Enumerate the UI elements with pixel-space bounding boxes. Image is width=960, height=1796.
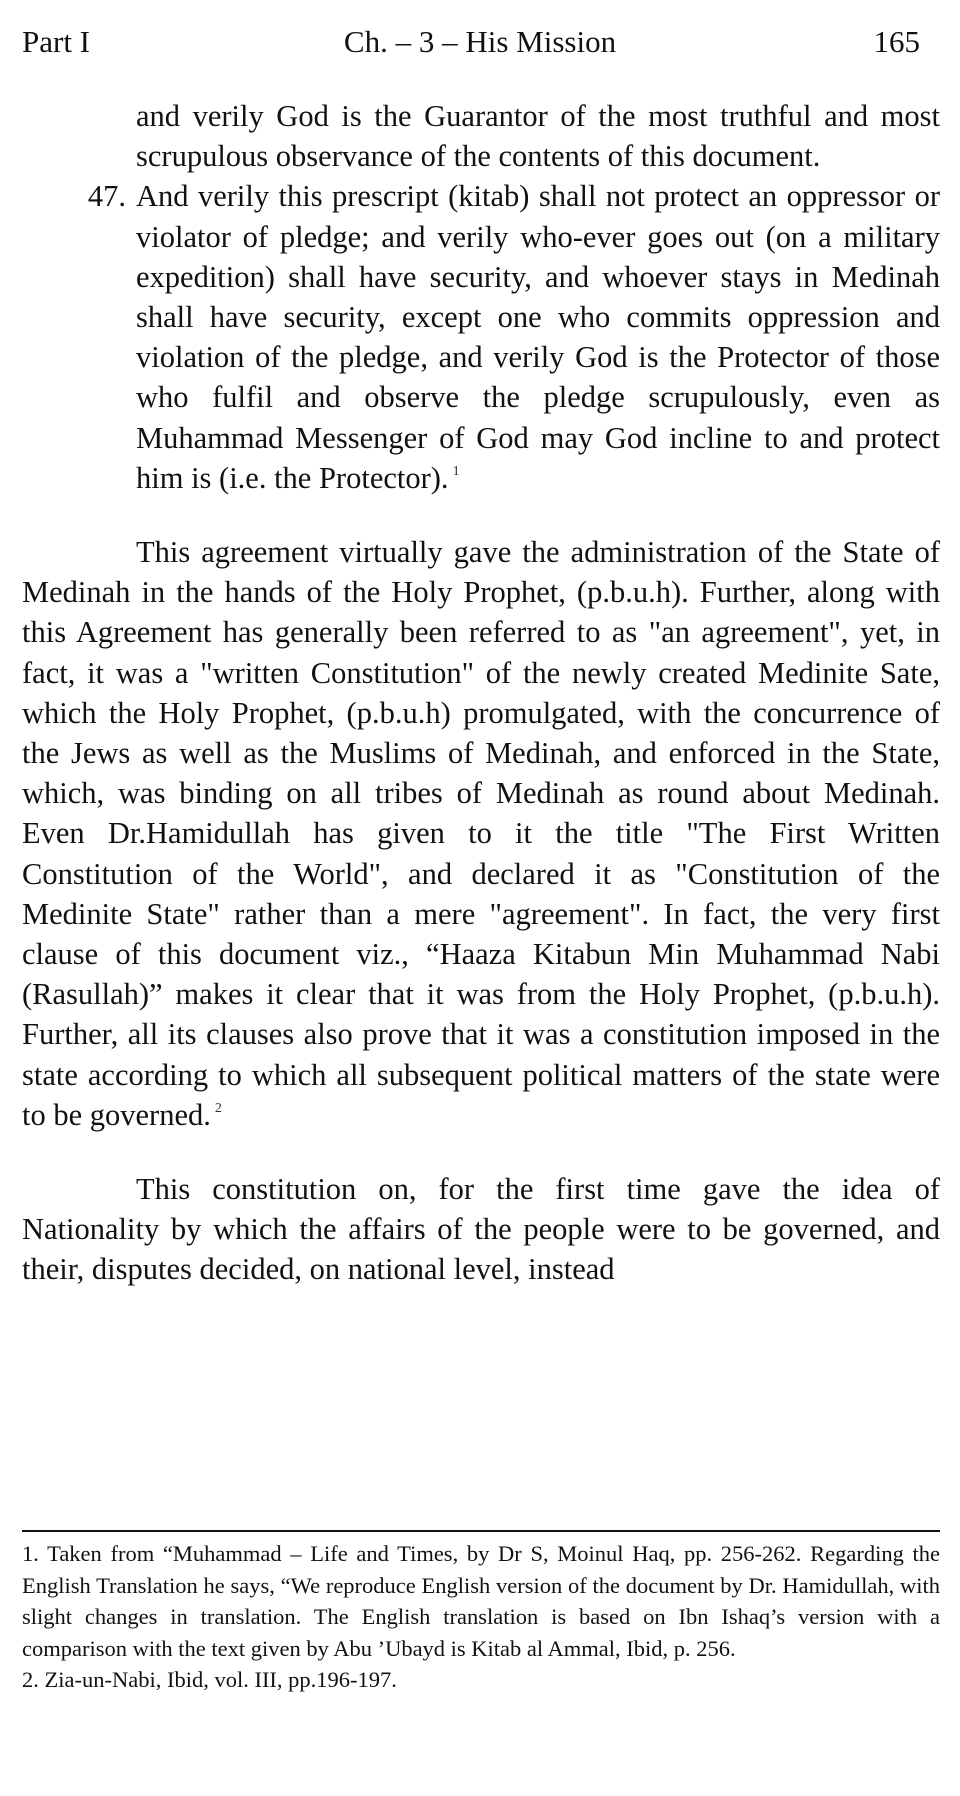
footnote-1: 1. Taken from “Muhammad – Life and Times, by Dr S, Moinul Haq, pp. 256-262. Regarding the English Translation he says, “We reproduce English version of the document by Dr. Hamidullah, with slight changes in translation. The English translation is based on Ibn Ishaq’s version with a comparison with the text given by Abu ’Ubayd is Kitab al Ammal, Ibid, p. 256. [22, 1541, 940, 1661]
clause-number: 47. [87, 179, 126, 214]
paragraph-nationality: This constitution on, for the first time gave the idea of Nationality by which the affairs of the people were to be governed, and their, disputes decided, on national level, instead [22, 1172, 940, 1287]
continued-clause-text: and verily God is the Guarantor of the most truthful and most scrupulous observance of the contents of this document. [136, 99, 940, 174]
footnote-divider [22, 1530, 940, 1532]
clause-text [136, 176, 940, 498]
part-label: Part I [22, 24, 91, 59]
paragraph-constitution [22, 532, 940, 1135]
footnotes [22, 1538, 940, 1696]
footnote-2: 2. Zia-un-Nabi, Ibid, vol. III, pp.196-197. [22, 1667, 397, 1692]
clause-47 [22, 176, 940, 498]
footnote-ref-1[interactable]: 1 [452, 463, 460, 479]
running-header [22, 20, 938, 64]
footnote-ref-2[interactable]: 2 [214, 1100, 222, 1116]
page-number: 165 [873, 24, 920, 59]
paragraph-1-text: This agreement virtually gave the administration of the State of Medinah in the hands of the Holy Prophet, (p.b.u.h). Further, along with this Agreement has generally been referred to as "an agreement", yet, in fact, it was a "written Constitution" of the newly created Medinite Sate, which the Holy Prophet, (p.b.u.h) promulgated, with the concurrence of the Jews as well as the Muslims of Medinah, and enforced in the State, which, was binding on all tribes of Medinah as round about Medinah. Even Dr.Hamidullah has given to it the title "The First Written Constitution of the World", and declared it as "Constitution of the Medinite State" rather than a mere "agreement". In fact, the very first clause of this document viz., “Haaza Kitabun Min Muhammad Nabi (Rasullah)” makes it clear that it was from the Holy Prophet, (p.b.u.h). Further, all its clauses also prove that it was a constitution imposed in the state according to which all subsequent political matters of the state were to be governed. [22, 535, 940, 1132]
chapter-title: Ch. – 3 – His Mission [343, 24, 617, 59]
main-text [22, 96, 940, 1290]
clause-body: And verily this prescript (kitab) shall not protect an oppressor or violator of pledge; and verily who-ever goes out (on a military expedition) shall have security, and whoever stays in Medinah shall have security, except one who commits oppression and violation of the pledge, and verily God is the Protector of those who fulfil and observe the pledge scrupulously, even as Muhammad Messenger of God may God incline to and protect him is (i.e. the Protector). [136, 179, 940, 495]
